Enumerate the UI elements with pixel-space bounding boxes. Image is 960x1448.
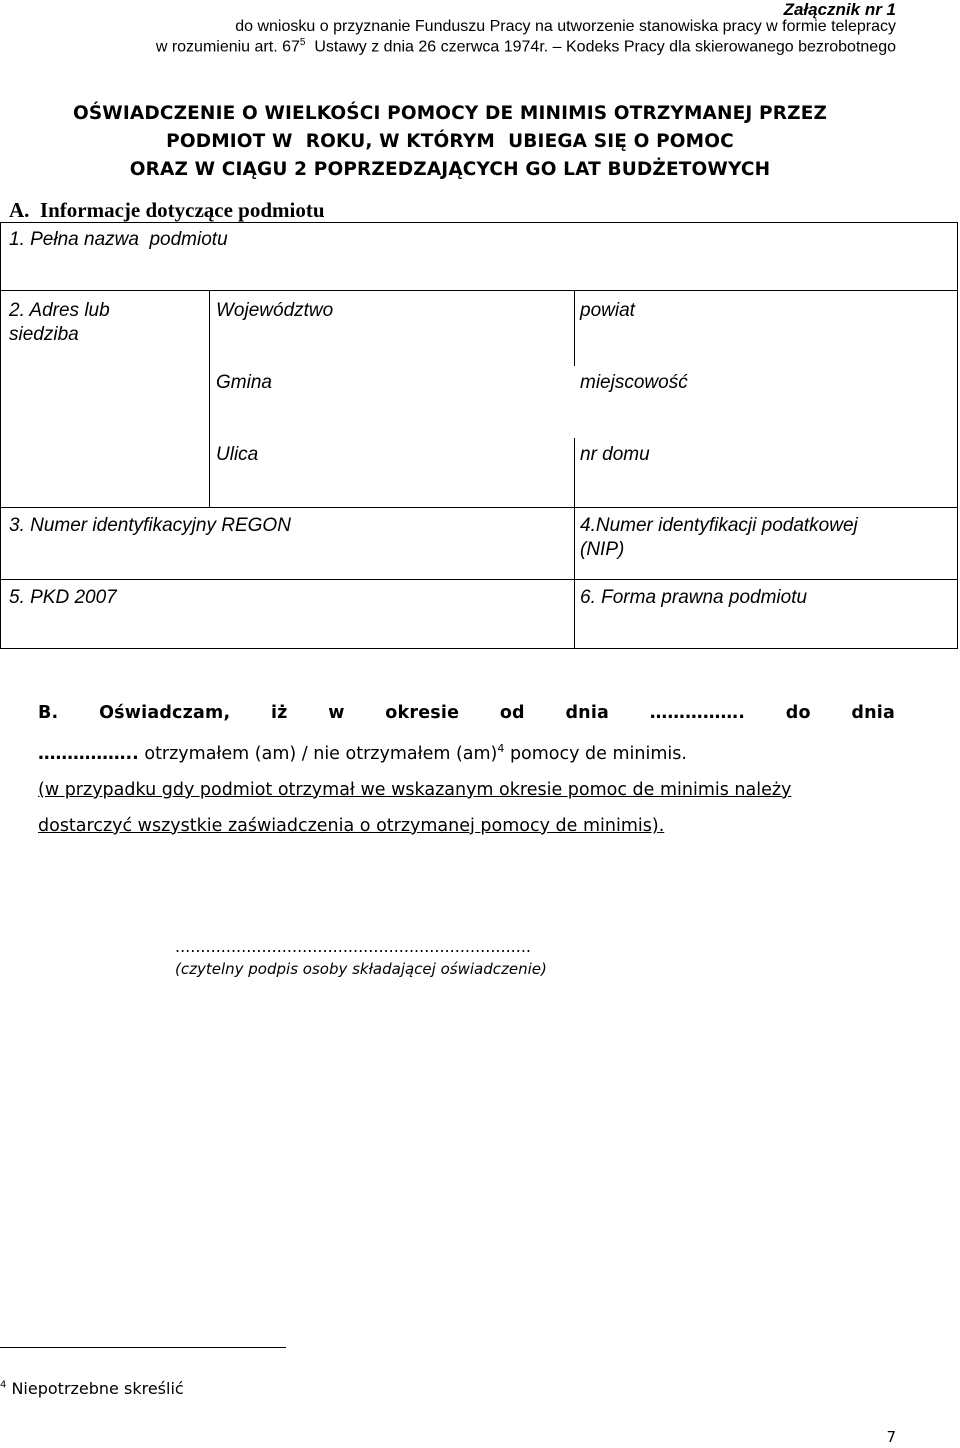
section-b-note-line-2: dostarczyć wszystkie zaświadczenia o otrzymanej pomocy de minimis). xyxy=(38,815,665,836)
signature-field[interactable]: ...................................................................... xyxy=(175,937,532,956)
document-title xyxy=(0,100,900,184)
page-number: 7 xyxy=(886,1428,896,1446)
footnote: $^4$ Niepotrzebne skreślić xyxy=(0,1379,184,1398)
document-title-line-2: PODMIOT W ROKU, W KTÓRYM UBIEGA SIĘ O POMOC xyxy=(166,131,734,152)
county-label: powiat xyxy=(580,300,635,321)
full-name-label: 1. Pełna nazwa podmiotu xyxy=(9,229,228,250)
header-line-2: w rozumieniu art. $67^5$ Ustawy z dnia 26 czerwca 1974r. – Kodeks Pracy dla skierowanego bezrobotnego xyxy=(155,37,896,56)
house-number-label: nr domu xyxy=(580,444,650,465)
section-b-line-2: …………….. otrzymałem (am) / nie otrzymałem (am)$^4$ pomocy de minimis. xyxy=(38,742,687,764)
nip-label: 4.Numer identyfikacji podatkowej (NIP) xyxy=(580,515,858,560)
signature-caption: (czytelny podpis osoby składającej oświadczenie) xyxy=(175,960,547,978)
address-label: 2. Adres lub siedziba xyxy=(9,300,110,345)
town-label: miejscowość xyxy=(580,372,688,393)
header-line-1: do wniosku o przyznanie Funduszu Pracy na utworzenie stanowiska pracy w formie telepracy xyxy=(235,18,896,35)
regon-label: 3. Numer identyfikacyjny REGON xyxy=(9,515,291,536)
date-from-field[interactable]: ……………. xyxy=(649,703,746,723)
document-title-line-3: ORAZ W CIĄGU 2 POPRZEDZAJĄCYCH GO LAT BUDŻETOWYCH xyxy=(129,159,771,180)
pkd-label: 5. PKD 2007 xyxy=(9,587,117,608)
date-to-field[interactable]: …………….. xyxy=(38,743,139,764)
legal-form-label: 6. Forma prawna podmiotu xyxy=(580,587,808,608)
section-b-note-line-1: (w przypadku gdy podmiot otrzymał we wskazanym okresie pomoc de minimis należy xyxy=(38,779,792,800)
document-title-line-1: OŚWIADCZENIE O WIELKOŚCI POMOCY DE MINIMIS OTRZYMANEJ PRZEZ xyxy=(72,103,828,124)
commune-label: Gmina xyxy=(216,372,272,393)
section-b-line-1: B. Oświadczam, iż w okresie od dnia ……………. do dnia xyxy=(38,695,895,731)
section-a-heading: A. Informacje dotyczące podmiotu xyxy=(9,198,325,222)
voivodeship-label: Województwo xyxy=(216,300,334,321)
footnote-separator xyxy=(0,1347,286,1348)
attachment-title: Załącznik nr 1 xyxy=(783,0,896,19)
street-label: Ulica xyxy=(216,444,259,465)
section-b-statement xyxy=(38,695,895,844)
